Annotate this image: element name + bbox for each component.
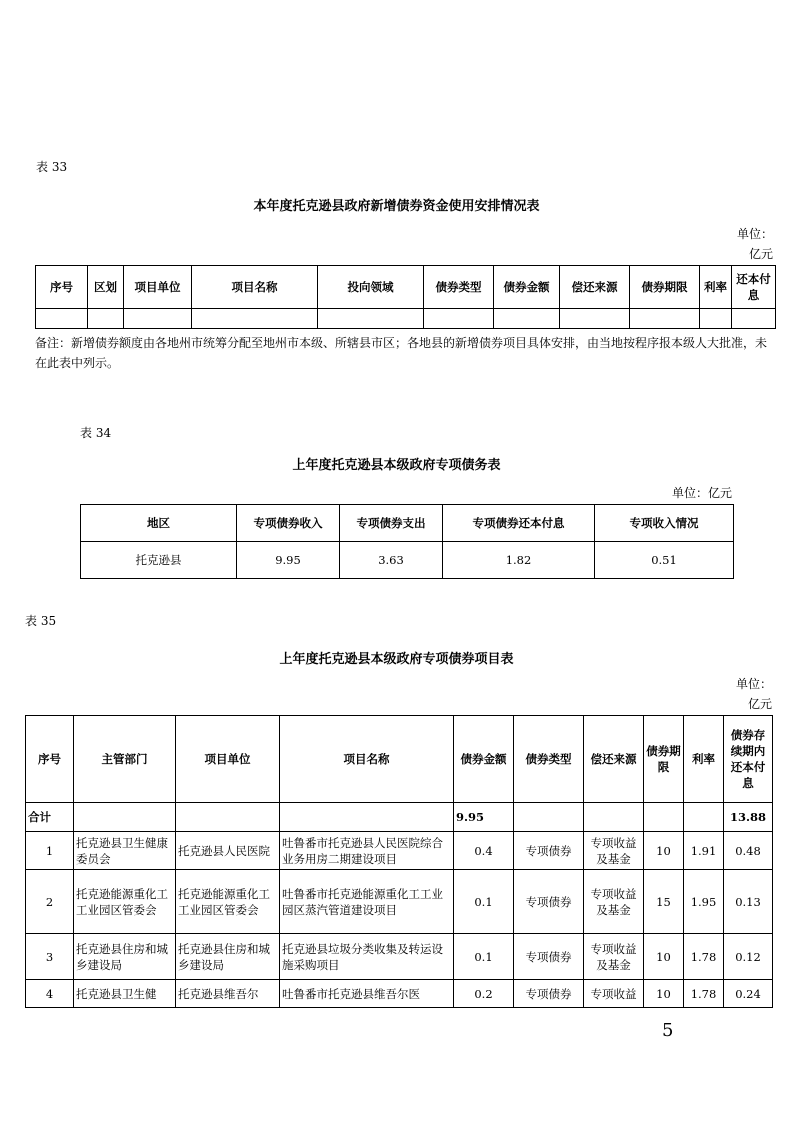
table-row bbox=[26, 934, 773, 980]
t35-r1-c2: 托克逊能源重化工工业园区管委会 bbox=[176, 870, 280, 934]
table34-title: 上年度托克逊县本级政府专项债务表 bbox=[292, 458, 501, 473]
t33-h-10: 还本付息 bbox=[732, 266, 776, 309]
page-number: 5 bbox=[662, 1020, 674, 1041]
t35-r1-c7: 15 bbox=[644, 870, 684, 934]
table33-unit: 单位： bbox=[736, 227, 773, 241]
t35-r0-c3: 吐鲁番市托克逊县人民医院综合业务用房二期建设项目 bbox=[280, 832, 454, 870]
t35-r2-c3: 托克逊县垃圾分类收集及转运设施采购项目 bbox=[280, 934, 454, 980]
t35-h-6: 偿还来源 bbox=[584, 716, 644, 803]
t35-r3-c3: 吐鲁番市托克逊县维吾尔医 bbox=[280, 980, 454, 1008]
t34-c-3: 1.82 bbox=[443, 542, 595, 579]
t35-r3-c5: 专项债券 bbox=[514, 980, 584, 1008]
t35-h-2: 项目单位 bbox=[176, 716, 280, 803]
t33-h-2: 项目单位 bbox=[124, 266, 192, 309]
table34-label: 表 34 bbox=[80, 426, 112, 440]
t35-h-5: 债券类型 bbox=[514, 716, 584, 803]
table35-label: 表 35 bbox=[25, 614, 57, 628]
t34-h-1: 专项债券收入 bbox=[237, 505, 340, 542]
t35-h-8: 利率 bbox=[684, 716, 724, 803]
t33-h-6: 债券金额 bbox=[494, 266, 560, 309]
t35-h-0: 序号 bbox=[26, 716, 74, 803]
t35-r0-c0: 1 bbox=[26, 832, 74, 870]
table35 bbox=[25, 715, 773, 1008]
table35-unit: 单位： bbox=[735, 677, 772, 691]
t35-r3-c7: 10 bbox=[644, 980, 684, 1008]
table-row bbox=[26, 870, 773, 934]
t35-r1-c9: 0.13 bbox=[724, 870, 773, 934]
t35-h-1: 主管部门 bbox=[74, 716, 176, 803]
t35-r0-c8: 1.91 bbox=[684, 832, 724, 870]
table34-header-row bbox=[81, 505, 734, 542]
table33-label: 表 33 bbox=[36, 160, 68, 174]
table33 bbox=[35, 265, 776, 329]
t35-r0-c4: 0.4 bbox=[454, 832, 514, 870]
t34-h-0: 地区 bbox=[81, 505, 237, 542]
t34-h-2: 专项债券支出 bbox=[340, 505, 443, 542]
t34-c-1: 9.95 bbox=[237, 542, 340, 579]
t34-c-0: 托克逊县 bbox=[81, 542, 237, 579]
table34-unit: 单位：亿元 bbox=[671, 486, 732, 500]
t35-r3-c1: 托克逊县卫生健 bbox=[74, 980, 176, 1008]
t34-c-2: 3.63 bbox=[340, 542, 443, 579]
table35-header-row bbox=[26, 716, 773, 803]
t34-h-3: 专项债券还本付息 bbox=[443, 505, 595, 542]
table-row bbox=[26, 980, 773, 1008]
t34-c-4: 0.51 bbox=[595, 542, 734, 579]
t33-h-0: 序号 bbox=[36, 266, 88, 309]
t35-total-label: 合计 bbox=[26, 803, 74, 832]
table35-total-row bbox=[26, 803, 773, 832]
t35-r3-c9: 0.24 bbox=[724, 980, 773, 1008]
t35-r1-c0: 2 bbox=[26, 870, 74, 934]
t33-h-5: 债券类型 bbox=[424, 266, 494, 309]
t35-r1-c1: 托克逊能源重化工工业园区管委会 bbox=[74, 870, 176, 934]
t35-r0-c2: 托克逊县人民医院 bbox=[176, 832, 280, 870]
t33-h-3: 项目名称 bbox=[192, 266, 318, 309]
t35-total-repay: 13.88 bbox=[724, 803, 773, 832]
t35-r1-c4: 0.1 bbox=[454, 870, 514, 934]
t35-r3-c0: 4 bbox=[26, 980, 74, 1008]
t35-r0-c1: 托克逊县卫生健康委员会 bbox=[74, 832, 176, 870]
t35-r2-c7: 10 bbox=[644, 934, 684, 980]
t35-r3-c2: 托克逊县维吾尔 bbox=[176, 980, 280, 1008]
t35-r2-c5: 专项债券 bbox=[514, 934, 584, 980]
table33-empty-row bbox=[36, 309, 776, 329]
t35-r1-c6: 专项收益及基金 bbox=[584, 870, 644, 934]
t35-r2-c8: 1.78 bbox=[684, 934, 724, 980]
table34 bbox=[80, 504, 734, 579]
t35-r0-c6: 专项收益及基金 bbox=[584, 832, 644, 870]
t33-h-7: 偿还来源 bbox=[560, 266, 630, 309]
t34-h-4: 专项收入情况 bbox=[595, 505, 734, 542]
table33-unit-2: 亿元 bbox=[748, 247, 773, 261]
t35-r2-c4: 0.1 bbox=[454, 934, 514, 980]
t33-h-9: 利率 bbox=[700, 266, 732, 309]
table35-title: 上年度托克逊县本级政府专项债券项目表 bbox=[279, 652, 514, 667]
table33-note: 备注：新增债券额度由各地州市统筹分配至地州市本级、所辖县市区；各地县的新增债券项目具体安排，由当地按程序报本级人大批准，未在此表中列示。 bbox=[35, 336, 768, 370]
t35-r3-c6: 专项收益 bbox=[584, 980, 644, 1008]
table34-data-row bbox=[81, 542, 734, 579]
t35-r1-c3: 吐鲁番市托克逊能源重化工工业园区蒸汽管道建设项目 bbox=[280, 870, 454, 934]
t35-r2-c1: 托克逊县住房和城乡建设局 bbox=[74, 934, 176, 980]
table33-title: 本年度托克逊县政府新增债券资金使用安排情况表 bbox=[253, 199, 540, 214]
t35-r0-c7: 10 bbox=[644, 832, 684, 870]
t35-total-amount: 9.95 bbox=[454, 803, 514, 832]
t35-h-7: 债券期限 bbox=[644, 716, 684, 803]
table35-unit-2: 亿元 bbox=[747, 697, 772, 711]
table33-header-row bbox=[36, 266, 776, 309]
t35-h-3: 项目名称 bbox=[280, 716, 454, 803]
t35-r2-c9: 0.12 bbox=[724, 934, 773, 980]
t33-h-1: 区划 bbox=[88, 266, 124, 309]
t35-h-4: 债券金额 bbox=[454, 716, 514, 803]
t35-r0-c9: 0.48 bbox=[724, 832, 773, 870]
t35-r3-c8: 1.78 bbox=[684, 980, 724, 1008]
t35-r3-c4: 0.2 bbox=[454, 980, 514, 1008]
t35-r2-c2: 托克逊县住房和城乡建设局 bbox=[176, 934, 280, 980]
t35-h-9: 债券存续期内还本付息 bbox=[724, 716, 773, 803]
t35-r0-c5: 专项债券 bbox=[514, 832, 584, 870]
t35-r2-c0: 3 bbox=[26, 934, 74, 980]
t35-r1-c5: 专项债券 bbox=[514, 870, 584, 934]
table-row bbox=[26, 832, 773, 870]
t35-r1-c8: 1.95 bbox=[684, 870, 724, 934]
t35-r2-c6: 专项收益及基金 bbox=[584, 934, 644, 980]
t33-h-4: 投向领域 bbox=[318, 266, 424, 309]
t33-h-8: 债券期限 bbox=[630, 266, 700, 309]
